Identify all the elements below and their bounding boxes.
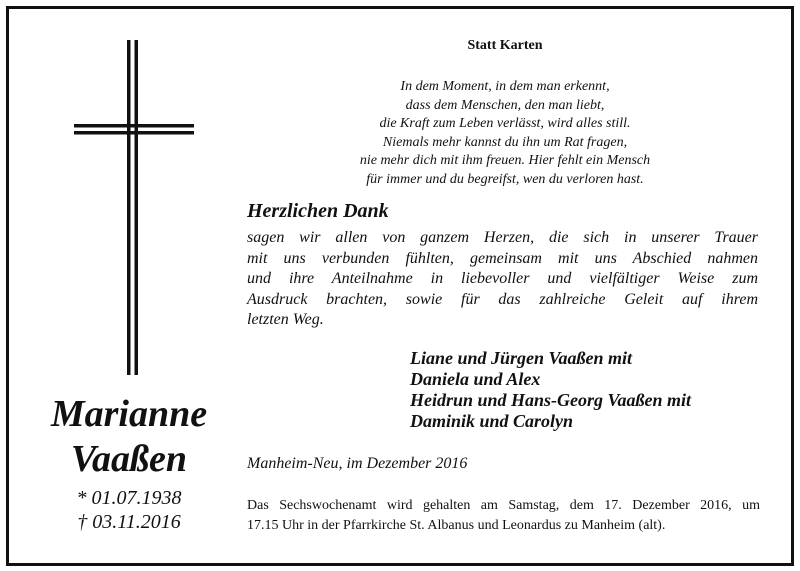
cross-icon <box>74 40 194 375</box>
poem-line: dass dem Menschen, den man liebt, <box>405 97 605 113</box>
signer-line: Heidrun und Hans-Georg Vaaßen mit <box>410 390 692 410</box>
signer-line: Liane und Jürgen Vaaßen mit <box>410 348 633 368</box>
signers <box>410 348 780 432</box>
deceased-name <box>24 392 234 482</box>
life-dates <box>24 486 234 534</box>
thanks-body <box>247 228 758 331</box>
death-date: † 03.11.2016 <box>77 511 181 533</box>
thanks-line: sagen wir allen von ganzem Herzen, die sich in unserer Trauer <box>247 229 758 246</box>
heading: Statt Karten <box>467 38 543 53</box>
thanks-line: und ihre Anteilnahme in liebevoller und vielfältiger Weise zum <box>247 270 758 287</box>
last-name: Vaaßen <box>70 438 188 480</box>
signer-line: Daniela und Alex <box>410 369 541 389</box>
thanks-line: mit uns verbunden fühlten, gemeinsam mit uns Abschied nahmen <box>247 249 758 267</box>
thanks-title: Herzlichen Dank <box>247 200 389 222</box>
poem-line: Niemals mehr kannst du ihn um Rat fragen, <box>382 134 628 150</box>
poem-line: die Kraft zum Leben verlässt, wird alles still. <box>379 116 631 131</box>
notice-line: 17.15 Uhr in der Pfarrkirche St. Albanus und Leonardus zu Manheim (alt). <box>247 518 666 533</box>
place-date: Manheim-Neu, im Dezember 2016 <box>247 455 468 472</box>
thanks-line: Ausdruck brachten, sowie für das zahlreiche Geleit auf ihrem <box>247 290 758 308</box>
poem-line: für immer und du begreifst, wen du verloren hast. <box>366 171 644 187</box>
first-name: Marianne <box>50 393 208 435</box>
birth-date: * 01.07.1938 <box>76 487 182 509</box>
notice-line: Das Sechswochenamt wird gehalten am Samstag, dem 17. Dezember 2016, um <box>247 498 760 513</box>
poem-line: In dem Moment, in dem man erkennt, <box>400 79 610 94</box>
mass-notice <box>247 496 760 536</box>
thanks-line: letzten Weg. <box>247 311 324 328</box>
poem <box>290 78 720 189</box>
signer-line: Daminik und Carolyn <box>410 411 574 431</box>
poem-line: nie mehr dich mit ihm freuen. Hier fehlt ein Mensch <box>359 153 651 168</box>
